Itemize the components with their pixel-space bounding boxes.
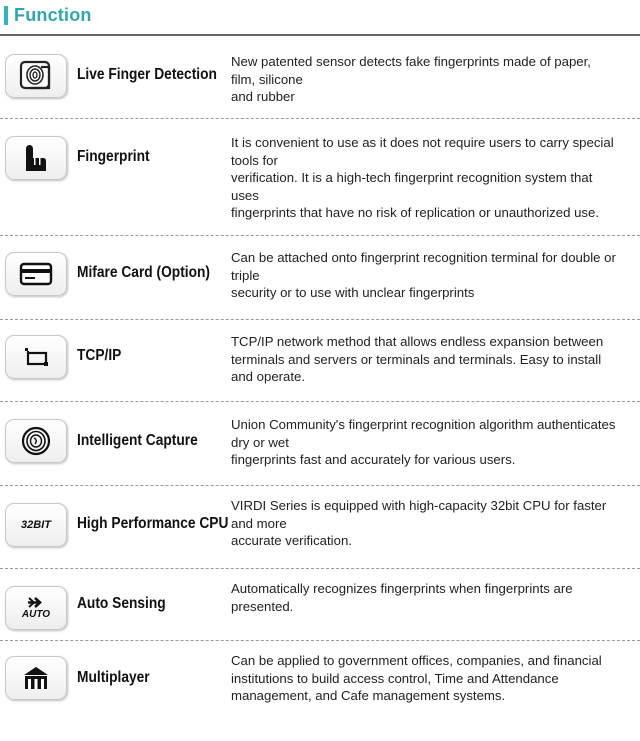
- feature-row-live-finger-detection: [0, 36, 640, 119]
- section-title: Function: [14, 4, 92, 25]
- feature-title: TCP/IP: [77, 347, 122, 364]
- cpu-icon-label: 32BIT: [21, 519, 51, 531]
- feature-description: Can be applied to government offices, companies, and financial institutions to build access control, Time and Attendance management, and Cafe management systems.: [231, 653, 602, 703]
- cpu-32bit-icon: [5, 503, 67, 547]
- arrow-icon: [26, 596, 46, 609]
- feature-title: High Performance CPU: [77, 515, 229, 532]
- feature-title: Auto Sensing: [77, 595, 166, 612]
- feature-title: Intelligent Capture: [77, 432, 198, 449]
- feature-description: VIRDI Series is equipped with high-capacity 32bit CPU for faster and more accurate verification.: [231, 498, 607, 548]
- finger-touch-icon: [5, 136, 67, 180]
- feature-description: Automatically recognizes fingerprints when fingerprints are presented.: [231, 581, 573, 614]
- feature-row-mifare-card: [0, 235, 640, 320]
- header-accent-bar: [4, 6, 8, 25]
- auto-icon-label: AUTO: [21, 609, 51, 620]
- section-header: [4, 2, 92, 28]
- building-icon: [5, 656, 67, 700]
- feature-title: Live Finger Detection: [77, 66, 217, 83]
- feature-description: TCP/IP network method that allows endless expansion between terminals and servers or terminals and terminals. Easy to install and operate.: [231, 334, 604, 384]
- feature-title: Mifare Card (Option): [77, 264, 211, 281]
- feature-row-intelligent-capture: [0, 401, 640, 486]
- feature-row-fingerprint: [0, 118, 640, 236]
- feature-description: Union Community's fingerprint recognition algorithm authenticates dry or wet fingerprints fast and accurately for various users.: [231, 417, 616, 467]
- feature-description: New patented sensor detects fake fingerprints made of paper, film, silicone and rubber: [231, 54, 591, 104]
- feature-row-multiplayer: [0, 640, 640, 741]
- feature-title: Fingerprint: [77, 148, 150, 165]
- feature-row-auto-sensing: [0, 568, 640, 641]
- fingerprint-capture-icon: [5, 419, 67, 463]
- feature-row-tcp-ip: [0, 319, 640, 402]
- card-icon: [5, 252, 67, 296]
- feature-description: Can be attached onto fingerprint recognition terminal for double or triple security or to use with unclear fingerprints: [231, 250, 616, 300]
- fingerprint-detect-icon: [5, 54, 67, 98]
- network-icon: [5, 335, 67, 379]
- feature-row-high-performance-cpu: [0, 485, 640, 569]
- feature-description: It is convenient to use as it does not require users to carry special tools for verification. It is a high-tech fingerprint recognition system that uses fingerprints that have no risk of replication or unauthorized use.: [231, 135, 614, 220]
- feature-title: Multiplayer: [77, 669, 150, 686]
- auto-sensing-icon: [5, 586, 67, 630]
